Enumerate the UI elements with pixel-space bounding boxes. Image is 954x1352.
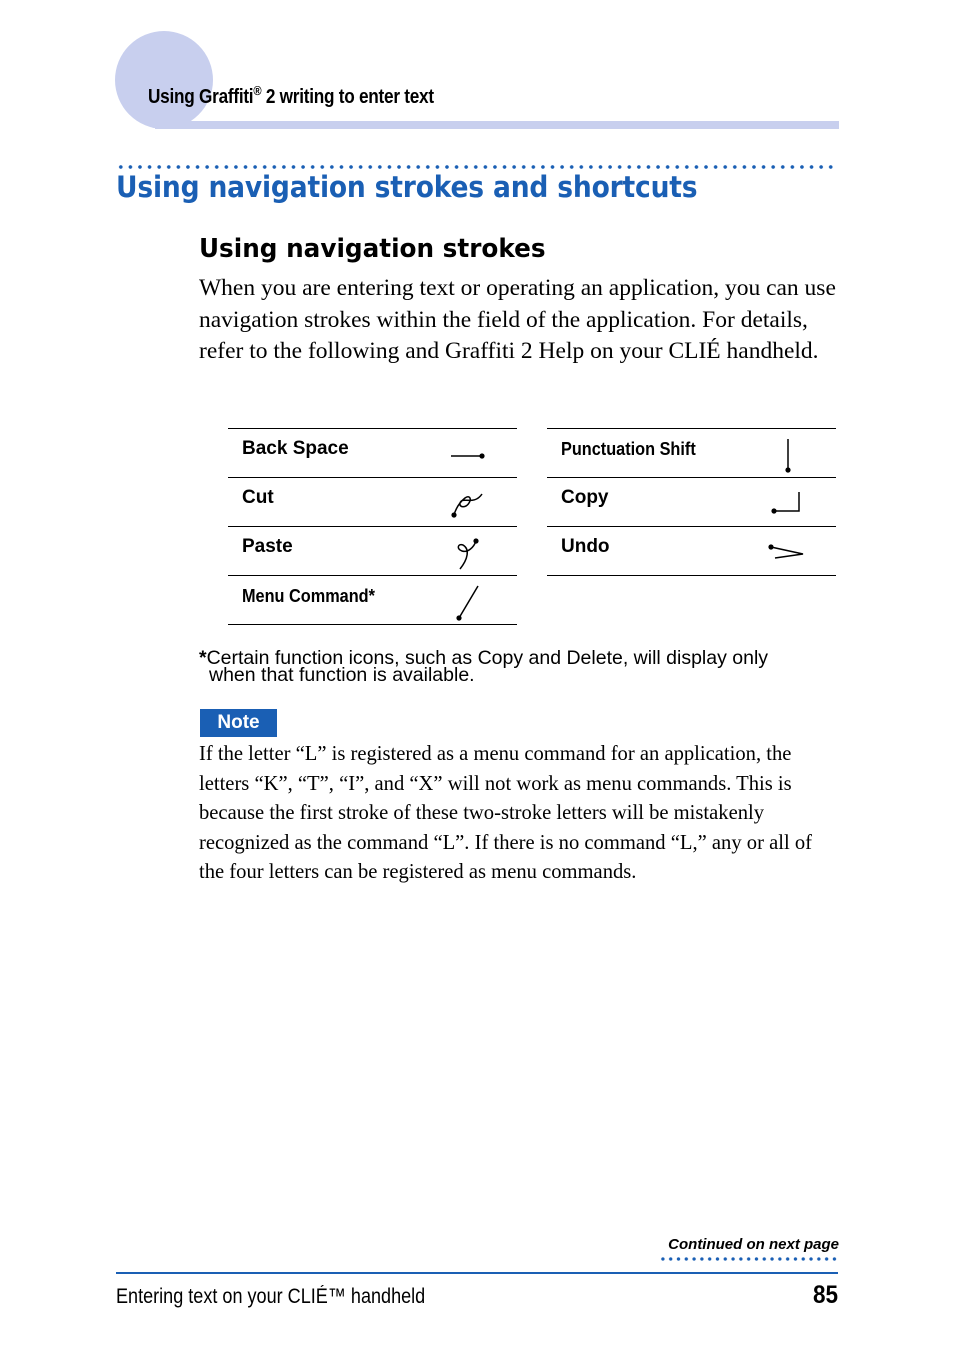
- cut-stroke-icon: [446, 488, 490, 520]
- stroke-label: Paste: [242, 536, 293, 557]
- footnote-line-2: when that function is available.: [209, 664, 475, 686]
- strokes-table-left: [228, 428, 517, 625]
- stroke-label: Cut: [242, 487, 274, 508]
- table-footnote: [199, 647, 849, 686]
- footnote-asterisk: *: [199, 647, 207, 669]
- continued-on-next-page: Continued on next page: [668, 1236, 839, 1253]
- continued-dotted-rule: [659, 1256, 839, 1262]
- header-title-post: 2 writing to enter text: [261, 86, 434, 108]
- strokes-table-right: [547, 428, 836, 576]
- stroke-label: Back Space: [242, 438, 349, 459]
- stroke-row-punctuation-shift: [547, 428, 836, 478]
- undo-stroke-icon: [767, 541, 807, 565]
- stroke-label: Copy: [561, 487, 609, 508]
- registered-mark: ®: [253, 83, 262, 98]
- stroke-row-undo: [547, 527, 836, 576]
- footer-chapter-title: Entering text on your CLIÉ™ handheld: [116, 1285, 426, 1308]
- note-badge: Note: [200, 709, 277, 737]
- running-header-title: [148, 83, 434, 109]
- footnote-line-1: Certain function icons, such as Copy and Delete, will display only: [206, 647, 769, 669]
- stroke-row-menu-command: [228, 576, 517, 625]
- note-paragraph: If the letter “L” is registered as a menu command for an application, the letters “K”, “T”, “I”, and “X” will not work as menu commands. This is because the first stroke of these two-stroke letters will be mistakenly recognized as the command “L”. If there is no command “L,” any or all of the four letters can be registered as menu commands.: [199, 743, 812, 883]
- section-title: Using navigation strokes and shortcuts: [116, 170, 698, 204]
- stroke-label: Menu Command*: [242, 585, 375, 606]
- stroke-row-copy: [547, 478, 836, 527]
- menu-command-stroke-icon: [450, 582, 484, 622]
- stroke-row-cut: [228, 478, 517, 527]
- stroke-row-backspace: [228, 428, 517, 478]
- subsection-title: Using navigation strokes: [199, 234, 546, 264]
- stroke-row-paste: [228, 527, 517, 576]
- stroke-label: Punctuation Shift: [561, 438, 696, 459]
- stroke-label: Undo: [561, 536, 610, 557]
- header-underline-bar: [155, 121, 839, 129]
- punctuation-shift-stroke-icon: [779, 435, 799, 475]
- footer-rule: [116, 1272, 838, 1274]
- paste-stroke-icon: [450, 533, 484, 573]
- header-title-pre: Using Graffiti: [148, 86, 254, 108]
- intro-paragraph: When you are entering text or operating an application, you can use navigation strokes within the field of the application. For details, refer to the following and Graffiti 2 Help on your CLIÉ handheld.: [199, 275, 836, 365]
- backspace-stroke-icon: [448, 447, 488, 467]
- page-number: 85: [812, 1281, 838, 1309]
- header-decoration-circle: [115, 31, 213, 129]
- copy-stroke-icon: [769, 488, 805, 520]
